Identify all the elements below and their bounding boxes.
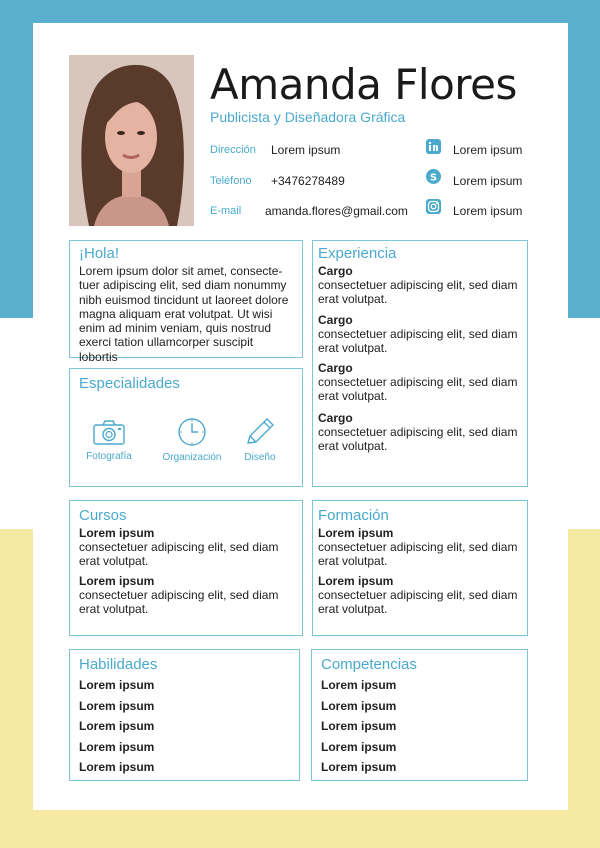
experiencia-section [312, 240, 528, 487]
svg-text:S: S [429, 172, 438, 184]
formacion-entry-head: Lorem ipsum [318, 526, 394, 540]
experiencia-entry-text: consectetuer adipiscing elit, sed diam erat volutpat. [318, 278, 518, 306]
experiencia-entry-text: consectetuer adipiscing elit, sed diam erat volutpat. [318, 375, 518, 403]
competencia-item: Lorem ipsum [321, 760, 397, 774]
skype-value: Lorem ipsum [453, 174, 523, 188]
phone-label: Teléfono [210, 175, 252, 187]
address-label: Dirección [210, 144, 256, 156]
phone-value: +3476278489 [271, 174, 345, 188]
cursos-entry-head: Lorem ipsum [79, 526, 155, 540]
clock-icon [177, 417, 207, 447]
experiencia-entry [318, 361, 522, 403]
habilidades-section [69, 649, 300, 781]
competencia-item: Lorem ipsum [321, 719, 397, 733]
linkedin-value: Lorem ipsum [453, 143, 523, 157]
linkedin-icon [426, 139, 441, 154]
profile-photo [69, 55, 194, 226]
specialty-label: Organización [162, 452, 222, 463]
formacion-entry-text: consectetuer adipiscing elit, sed diam erat volutpat. [318, 588, 518, 616]
formacion-entry [318, 526, 522, 568]
formacion-title: Formación [318, 507, 389, 524]
cursos-entry [79, 526, 293, 568]
email-value: amanda.flores@gmail.com [265, 204, 408, 218]
formacion-entry [318, 574, 522, 616]
especialidades-title: Especialidades [79, 375, 180, 392]
experiencia-entry-head: Cargo [318, 361, 353, 375]
cursos-entry-text: consectetuer adipiscing elit, sed diam erat volutpat. [79, 588, 279, 616]
email-label: E-mail [210, 205, 242, 217]
experiencia-entry-head: Cargo [318, 264, 353, 278]
competencia-item: Lorem ipsum [321, 698, 397, 713]
competencias-title: Competencias [321, 656, 417, 673]
specialty-diseno [240, 417, 280, 463]
hola-text: Lorem ipsum dolor sit amet, consecte-tuer adipiscing elit, sed diam nonummy nibh euismod tincidunt ut laoreet dolore magna aliquam erat volutpat. Ut wisi enim ad minim veniam, quis nostrud exerci tation ullamcorper suscipit lobortis [79, 264, 289, 364]
habilidades-title: Habilidades [79, 656, 158, 673]
experiencia-entry-text: consectetuer adipiscing elit, sed diam erat volutpat. [318, 327, 518, 355]
camera-icon [92, 418, 126, 446]
experiencia-entry [318, 264, 522, 306]
habilidad-item: Lorem ipsum [79, 719, 155, 733]
cursos-section [69, 500, 303, 636]
habilidad-item: Lorem ipsum [79, 678, 155, 692]
specialty-label: Diseño [244, 452, 276, 463]
experiencia-title: Experiencia [318, 245, 397, 262]
cursos-entry-head: Lorem ipsum [79, 574, 155, 588]
formacion-entry-head: Lorem ipsum [318, 574, 394, 588]
experiencia-entry [318, 313, 522, 355]
experiencia-entry-text: consectetuer adipiscing elit, sed diam erat volutpat. [318, 425, 518, 453]
specialty-fotografia [82, 418, 136, 462]
experiencia-entry [318, 411, 522, 453]
candidate-title: Publicista y Diseñadora Gráfica [210, 109, 406, 125]
habilidad-item: Lorem ipsum [79, 698, 155, 713]
address-value: Lorem ipsum [271, 143, 341, 157]
specialty-label: Fotografía [86, 451, 132, 462]
cursos-entry-text: consectetuer adipiscing elit, sed diam erat volutpat. [79, 540, 279, 568]
candidate-name: Amanda Flores [210, 60, 517, 109]
competencia-item: Lorem ipsum [321, 678, 397, 692]
habilidad-item: Lorem ipsum [79, 739, 155, 754]
cursos-title: Cursos [79, 507, 127, 524]
experiencia-entry-head: Cargo [318, 411, 353, 425]
cursos-entry [79, 574, 293, 616]
skype-icon [426, 169, 441, 184]
competencia-item: Lorem ipsum [321, 739, 397, 754]
instagram-icon [426, 199, 441, 214]
pencil-icon [244, 417, 276, 447]
formacion-section [312, 500, 528, 636]
habilidad-item: Lorem ipsum [79, 760, 155, 774]
hola-title: ¡Hola! [79, 245, 120, 262]
hola-section [69, 240, 303, 364]
experiencia-entry-head: Cargo [318, 313, 353, 327]
competencias-section [311, 649, 528, 781]
formacion-entry-text: consectetuer adipiscing elit, sed diam erat volutpat. [318, 540, 518, 568]
instagram-value: Lorem ipsum [453, 204, 523, 218]
specialty-organizacion [158, 417, 226, 463]
